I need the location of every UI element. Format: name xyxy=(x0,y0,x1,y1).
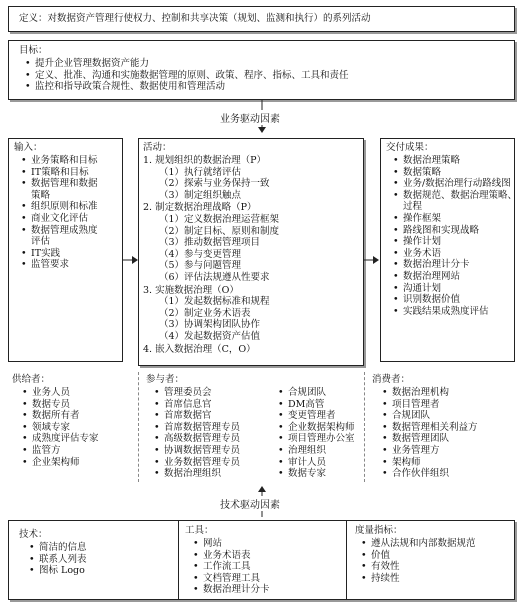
tool-item: • 文档管理工具 xyxy=(193,573,270,585)
tools-list xyxy=(193,538,270,596)
activity-subitem: （1）定义数据治理运营框架 xyxy=(159,213,280,225)
participant-item: • 协调数据管理专员 xyxy=(154,445,240,457)
activity-heading: 1. 规划组织的数据治理（P） xyxy=(143,155,266,166)
participant-item: • 首席数据管理专员 xyxy=(154,422,240,434)
metric-item: • 持续性 xyxy=(361,573,476,585)
deliverable-item: • 数据治理策略 xyxy=(393,155,517,167)
techniques-section xyxy=(9,521,177,599)
supplier-item: • 数据专员 xyxy=(22,399,99,411)
business-driver-label: 业务驱动因素 xyxy=(218,110,282,125)
deliverables-list xyxy=(393,155,517,317)
supplier-item: • 领域专家 xyxy=(22,422,99,434)
input-item: • 监管要求 xyxy=(21,259,98,271)
participant-item: • 业务数据管理专员 xyxy=(154,457,240,469)
goal-item: • 提升企业管理数据资产能力 xyxy=(25,58,349,70)
activity-subitem: （2）制定业务术语表 xyxy=(159,307,251,319)
activity-subitem: （4）发起数据资产估值 xyxy=(159,330,261,342)
tools-section xyxy=(179,521,345,599)
consumer-item: • 业务管理方 xyxy=(382,445,478,457)
consumers-section xyxy=(368,374,518,482)
input-item: • 商业文化评估 xyxy=(21,213,98,225)
participant-item: • 治理组织 xyxy=(278,445,355,457)
goal-item: • 监控和指导政策合规性、数据使用和管理活动 xyxy=(25,81,349,93)
consumer-item: • 项目管理者 xyxy=(382,399,478,411)
participant-item: • 合规团队 xyxy=(278,387,355,399)
suppliers-section xyxy=(8,374,136,479)
tool-item: • 数据治理计分卡 xyxy=(193,584,270,596)
activity-heading: 2. 制定数据治理战略（P） xyxy=(143,202,257,214)
input-item-continued: 评估 xyxy=(31,236,51,248)
input-item: • 组织原则和标准 xyxy=(21,201,98,213)
tool-item: • 业务术语表 xyxy=(193,550,270,562)
input-item: • 数据管理成熟度 xyxy=(21,225,98,237)
activities-title: 活动： xyxy=(143,142,172,153)
deliverable-item: • 操作计划 xyxy=(393,236,517,248)
deliverable-item: • 业务术语 xyxy=(393,248,517,260)
activity-subitem: （1）发起数据标准和规程 xyxy=(159,296,270,308)
supplier-item: • 成熟度评估专家 xyxy=(22,433,99,445)
deliverable-item: • 识别数据价值 xyxy=(393,294,517,306)
input-item: • IT策略和目标 xyxy=(21,167,98,179)
supplier-item: • 企业架构师 xyxy=(22,457,99,469)
technique-item: • 简洁的信息 xyxy=(29,542,87,554)
supplier-item: • 监管方 xyxy=(22,445,99,457)
input-item: • 业务策略和目标 xyxy=(21,155,98,167)
activity-subitem: （3）制定组织触点 xyxy=(159,189,242,201)
technique-item: • 联系人列表 xyxy=(29,554,87,566)
inputs-title: 输入： xyxy=(14,142,43,153)
tools-title: 工具： xyxy=(185,525,214,536)
participants-list-right xyxy=(278,387,355,480)
participant-item: • 数据治理组织 xyxy=(154,468,240,480)
techniques-title: 技术： xyxy=(19,529,48,540)
participant-item: • 首席信息官 xyxy=(154,399,240,411)
participant-item: • 首席数据官 xyxy=(154,410,240,422)
participant-item: • 项目管理办公室 xyxy=(278,433,355,445)
input-item: • IT实践 xyxy=(21,248,98,260)
supplier-item: • 数据所有者 xyxy=(22,410,99,422)
consumer-item: • 架构师 xyxy=(382,457,478,469)
metric-item: • 价值 xyxy=(361,550,476,562)
participant-item: • DM高管 xyxy=(278,399,355,411)
deliverable-item: • 数据策略 xyxy=(393,167,517,179)
activity-subitem: （6）评估法规遵从性要求 xyxy=(159,271,270,283)
input-item: • 数据管理和数据 xyxy=(21,178,98,190)
suppliers-list xyxy=(22,387,99,468)
techniques-list xyxy=(29,542,87,577)
inputs-list xyxy=(21,155,98,271)
suppliers-divider xyxy=(138,372,140,482)
activity-subitem: （1）执行就绪评估 xyxy=(159,166,242,178)
metrics-list xyxy=(361,538,476,584)
activities-box xyxy=(138,138,364,366)
supplier-item: • 业务人员 xyxy=(22,387,99,399)
participant-item: • 高级数据管理专员 xyxy=(154,433,240,445)
activity-subitem: （3）推动数据管理项目 xyxy=(159,237,261,249)
consumers-title: 消费者： xyxy=(372,374,411,385)
tech-driver-label: 技术驱动因素 xyxy=(218,496,282,511)
deliverable-item: • 操作框架 xyxy=(393,213,517,225)
consumer-item: • 数据治理机构 xyxy=(382,387,478,399)
inputs-to-activities-arrow xyxy=(123,254,139,266)
inputs-box xyxy=(8,138,123,362)
participants-section xyxy=(142,374,362,482)
activities-list xyxy=(143,154,279,355)
goal-item: • 定义、批准、沟通和实施数据管理的原则、政策、程序、指标、工具和责任 xyxy=(25,70,349,82)
activity-heading: 3. 实施数据治理（O） xyxy=(143,284,239,296)
goals-title: 目标： xyxy=(19,45,48,56)
tool-item: • 工作流工具 xyxy=(193,561,270,573)
technique-item: • 图标 Logo xyxy=(29,565,87,577)
participant-item: • 数据专家 xyxy=(278,468,355,480)
goals-box xyxy=(8,40,515,100)
activity-subitem: （3）协调架构团队协作 xyxy=(159,319,261,331)
deliverable-item: • 数据治理计分卡 xyxy=(393,259,517,271)
metric-item: • 有效性 xyxy=(361,561,476,573)
deliverables-box xyxy=(380,138,518,362)
metric-item: • 遵从法规和内部数据规范 xyxy=(361,538,476,550)
metrics-title: 度量指标： xyxy=(355,525,403,536)
activity-subitem: （2）探索与业务保持一致 xyxy=(159,178,270,190)
activity-subitem: （5）参与问题管理 xyxy=(159,260,242,272)
goals-list xyxy=(25,58,349,93)
consumer-item: • 数据管理相关利益方 xyxy=(382,422,478,434)
deliverable-item: • 业务/数据治理行动路线图 xyxy=(393,178,517,190)
consumer-item: • 数据管理团队 xyxy=(382,433,478,445)
deliverable-item: • 沟通计划 xyxy=(393,283,517,295)
consumer-item: • 合规团队 xyxy=(382,410,478,422)
consumers-divider xyxy=(364,372,366,482)
participant-item: • 企业数据架构师 xyxy=(278,422,355,434)
deliverables-title: 交付成果： xyxy=(386,142,434,153)
metrics-section xyxy=(347,521,515,599)
consumers-list xyxy=(382,387,478,480)
participant-item: • 审计人员 xyxy=(278,457,355,469)
activity-subitem: （2）制定目标、原则和制度 xyxy=(159,225,280,237)
definition-box xyxy=(8,6,515,32)
participant-item: • 管理委员会 xyxy=(154,387,240,399)
suppliers-title: 供给者： xyxy=(12,374,51,385)
participants-title: 参与者： xyxy=(146,374,185,385)
deliverable-item: • 路线图和实现战略 xyxy=(393,225,517,237)
input-item-continued: 策略 xyxy=(31,189,51,201)
activities-to-deliverables-arrow xyxy=(364,254,380,266)
deliverable-item: • 实践结果成熟度评估 xyxy=(393,306,517,318)
deliverable-item-continued: 过程 xyxy=(403,201,423,213)
definition-text: 定义：对数据资产管理行使权力、控制和共享决策（规划、监测和执行）的系列活动 xyxy=(19,13,371,24)
tool-item: • 网站 xyxy=(193,538,270,550)
activity-heading: 4. 嵌入数据治理（C，O） xyxy=(143,343,256,355)
bottom-box xyxy=(8,520,515,600)
deliverable-item: • 数据治理网站 xyxy=(393,271,517,283)
deliverable-item: • 数据规范、数据治理策略、 xyxy=(393,190,517,202)
participant-item: • 变更管理者 xyxy=(278,410,355,422)
participants-list-left xyxy=(154,387,240,480)
activity-subitem: （4）参与变更管理 xyxy=(159,248,242,260)
consumer-item: • 合作伙伴组织 xyxy=(382,468,478,480)
